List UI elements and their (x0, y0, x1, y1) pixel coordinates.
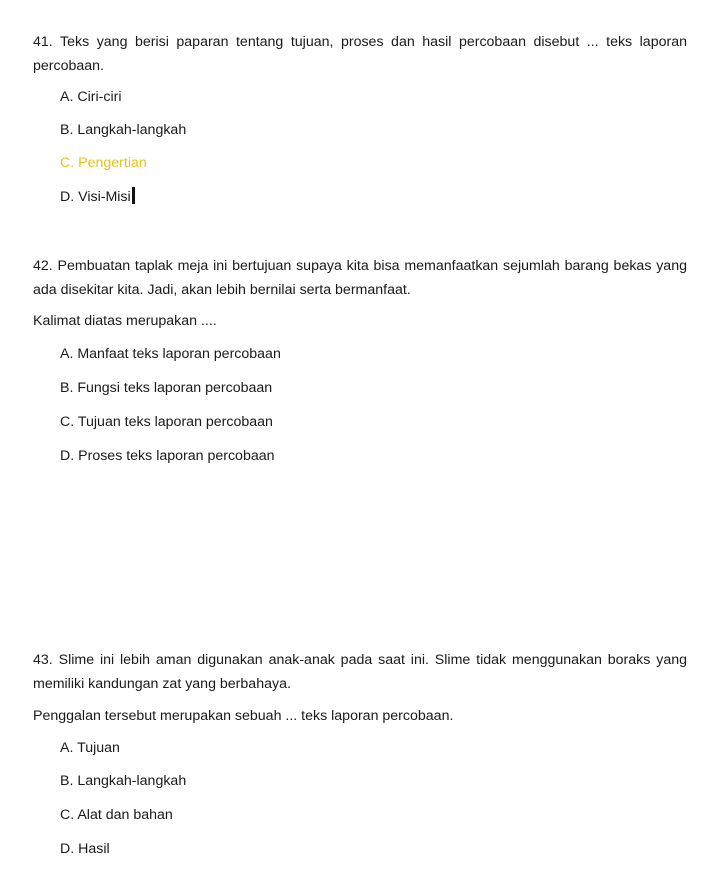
q42-option-a[interactable]: A. Manfaat teks laporan percobaan (60, 346, 281, 362)
q42-option-d[interactable]: D. Proses teks laporan percobaan (60, 448, 275, 464)
question-42-text (33, 254, 687, 302)
question-number: 41. (33, 34, 53, 50)
question-42 (33, 254, 687, 302)
question-number: 43. (33, 652, 53, 668)
question-number: 42. (33, 258, 53, 274)
q43-option-d[interactable]: D. Hasil (60, 841, 110, 857)
question-body: Teks yang berisi paparan tentang tujuan, proses dan hasil percobaan disebut ... teks laporan percobaan. (33, 34, 687, 74)
question-42-prompt: Kalimat diatas merupakan .... (33, 313, 217, 329)
q42-option-c[interactable]: C. Tujuan teks laporan percobaan (60, 414, 273, 430)
q41-option-c[interactable]: C. Pengertian (60, 155, 147, 171)
q41-option-b[interactable]: B. Langkah-langkah (60, 122, 187, 138)
question-41-text (33, 30, 687, 78)
question-41 (33, 30, 687, 78)
question-43 (33, 648, 687, 696)
q41-option-d[interactable] (60, 187, 135, 207)
q43-option-c[interactable]: C. Alat dan bahan (60, 807, 173, 823)
q41-option-d-label: D. Visi-Misi (60, 189, 131, 205)
text-cursor (132, 187, 135, 204)
question-42-prompt-wrap (33, 309, 687, 333)
question-43-prompt-wrap (33, 704, 687, 728)
question-body: Slime ini lebih aman digunakan anak-anak pada saat ini. Slime tidak menggunakan boraks yang memiliki kandungan zat yang berbahaya. (33, 652, 687, 692)
q43-option-b[interactable]: B. Langkah-langkah (60, 773, 187, 789)
question-43-text (33, 648, 687, 696)
q41-option-a[interactable]: A. Ciri-ciri (60, 89, 122, 105)
q42-option-b[interactable]: B. Fungsi teks laporan percobaan (60, 380, 273, 396)
q43-option-a[interactable]: A. Tujuan (60, 740, 120, 756)
question-body: Pembuatan taplak meja ini bertujuan supaya kita bisa memanfaatkan sejumlah barang bekas yang ada disekitar kita. Jadi, akan lebih bernilai serta bermanfaat. (33, 258, 687, 298)
question-43-prompt: Penggalan tersebut merupakan sebuah ... teks laporan percobaan. (33, 708, 454, 724)
